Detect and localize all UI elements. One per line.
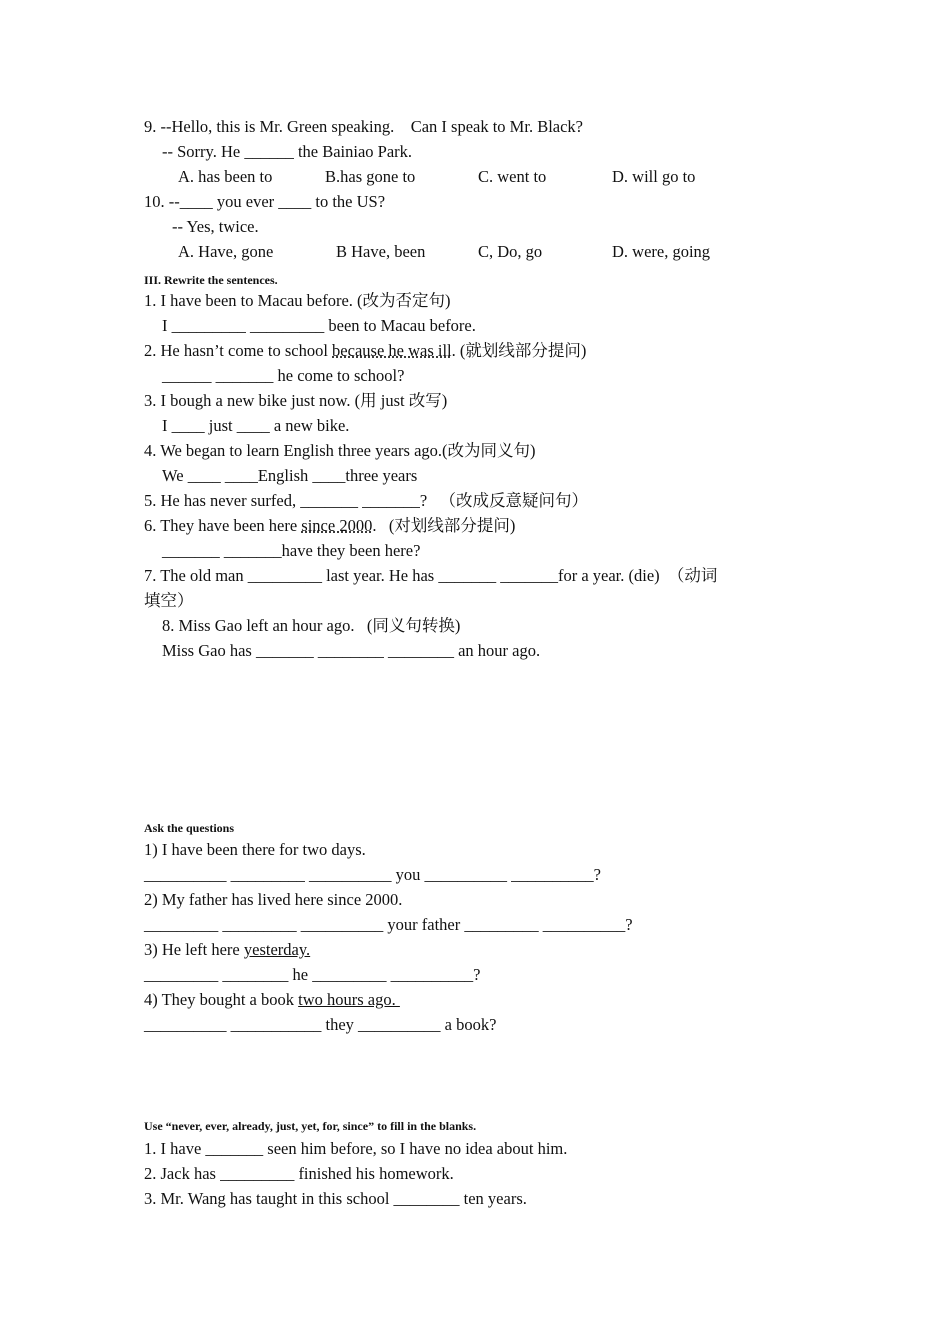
rewrite-5: 5. He has never surfed, _______ _______? （改成反意疑问句）: [144, 491, 589, 510]
rewrite-6-answer: _______ _______have they been here?: [162, 541, 421, 560]
rewrite-7: 7. The old man _________ last year. He has _______ _______for a year. (die) （动词: [144, 566, 718, 585]
ask-3: [144, 940, 310, 960]
q10-option-c: C, Do, go: [478, 242, 543, 261]
rewrite-3-answer: I ____ just ____ a new bike.: [162, 416, 350, 435]
rewrite-2-answer: ______ _______ he come to school?: [162, 366, 405, 385]
rewrite-8-answer: Miss Gao has _______ ________ ________ an hour ago.: [162, 641, 541, 660]
ask-4: [144, 990, 400, 1010]
fill-heading: Use “never, ever, already, just, yet, for, since” to fill in the blanks.: [144, 1119, 477, 1133]
q10-stem: 10. --____ you ever ____ to the US?: [144, 192, 386, 211]
q9-option-a: A. has been to: [178, 167, 273, 186]
rewrite-2-end: . (就划线部分提问): [451, 341, 587, 360]
fill-2: 2. Jack has _________ finished his homework.: [144, 1164, 454, 1183]
rewrite-3: 3. I bough a new bike just now. (用 just 改写): [144, 391, 448, 410]
rewrite-6: [144, 516, 515, 536]
ask-1: 1) I have been there for two days.: [144, 840, 366, 859]
rewrite-1: 1. I have been to Macau before. (改为否定句): [144, 291, 451, 310]
rewrite-2-start: 2. He hasn’t come to school: [144, 341, 333, 360]
fill-1: 1. I have _______ seen him before, so I have no idea about him.: [144, 1139, 568, 1158]
rewrite-6-underlined: since 2000: [301, 516, 373, 535]
ask-4-underlined: two hours ago.: [298, 990, 400, 1009]
ask-3-answer: _________ ________ he _________ __________?: [144, 965, 481, 984]
q9-stem: 9. --Hello, this is Mr. Green speaking. Can I speak to Mr. Black?: [144, 117, 583, 136]
ask-2-answer: _________ _________ __________ your father _________ __________?: [144, 915, 633, 934]
rewrite-4: 4. We began to learn English three years ago.(改为同义句): [144, 441, 536, 460]
rewrite-8: 8. Miss Gao left an hour ago. (同义句转换): [162, 616, 461, 635]
rewrite-4-answer: We ____ ____English ____three years: [162, 466, 418, 485]
ask-4-answer: __________ ___________ they __________ a book?: [144, 1015, 497, 1034]
q10-option-a: A. Have, gone: [178, 242, 274, 261]
ask-heading: Ask the questions: [144, 821, 235, 835]
ask-4-start: 4) They bought a book: [144, 990, 299, 1009]
q9-option-b: B.has gone to: [325, 167, 416, 186]
fill-3: 3. Mr. Wang has taught in this school ________ ten years.: [144, 1189, 527, 1208]
rewrite-6-end: . (对划线部分提问): [372, 516, 516, 535]
ask-2: 2) My father has lived here since 2000.: [144, 890, 403, 909]
rewrite-7-continued: 填空）: [144, 591, 194, 610]
rewrite-heading: III. Rewrite the sentences.: [144, 273, 278, 287]
ask-3-start: 3) He left here: [144, 940, 244, 959]
q9-option-c: C. went to: [478, 167, 547, 186]
q10-option-d: D. were, going: [612, 242, 711, 261]
rewrite-1-answer: I _________ _________ been to Macau before.: [162, 316, 476, 335]
ask-3-underlined: yesterday.: [243, 940, 311, 959]
rewrite-6-start: 6. They have been here: [144, 516, 302, 535]
rewrite-2-underlined: because he was ill: [332, 341, 452, 360]
q9-reply: -- Sorry. He ______ the Bainiao Park.: [162, 142, 413, 161]
q10-option-b: B Have, been: [336, 242, 426, 261]
ask-1-answer: __________ _________ __________ you __________ __________?: [144, 865, 601, 884]
rewrite-2: [144, 341, 586, 361]
q10-reply: -- Yes, twice.: [172, 217, 259, 236]
q9-option-d: D. will go to: [612, 167, 696, 186]
